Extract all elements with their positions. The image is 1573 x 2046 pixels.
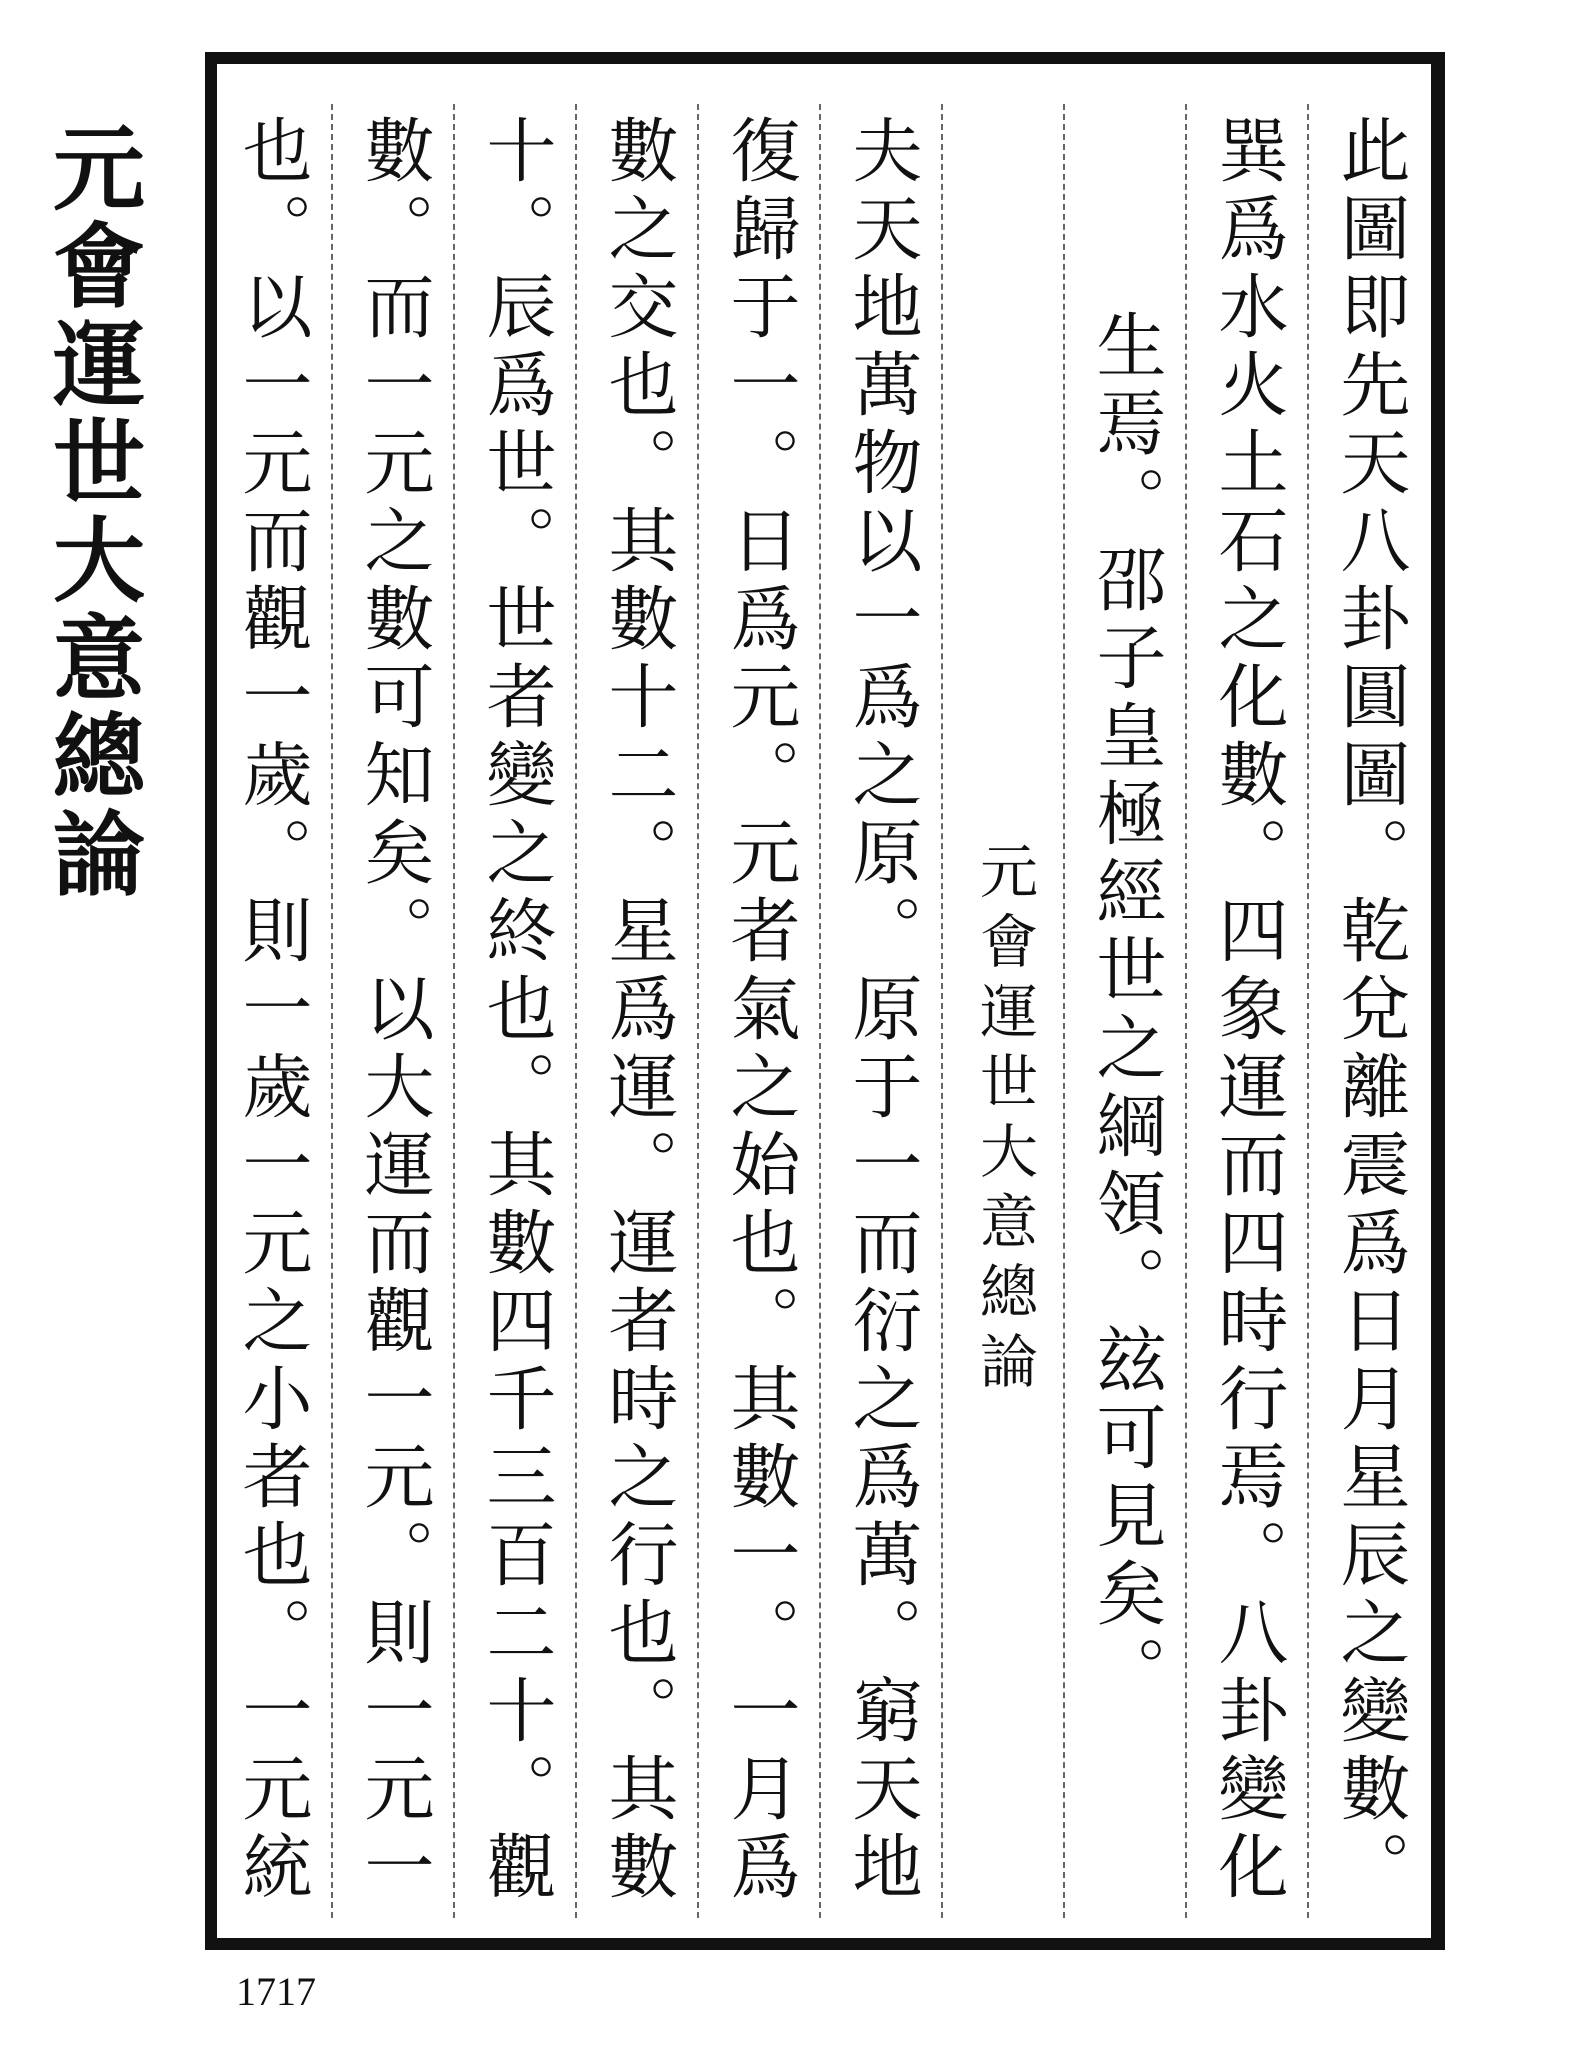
page-frame (205, 52, 1445, 1950)
margin-title: 元會運世大意總論 (38, 120, 146, 904)
page-number: 1717 (236, 1969, 316, 2014)
text-column-9: 數。而一元之數可知矣。以大運而觀一元。則一元一 (353, 114, 435, 1908)
text-column-1: 此圖即先天八卦圓圖。乾兌離震爲日月星辰之變數。 (1329, 114, 1411, 1908)
text-column-7: 數之交也。其數十二。星爲運。運者時之行也。其數 (597, 114, 679, 1908)
text-column-10: 也。以一元而觀一歲。則一歲一元之小者也。一元統 (231, 114, 313, 1908)
text-column-3: 生焉。邵子皇極經世之綱領。玆可見矣。 (1085, 309, 1167, 1713)
text-column-5: 夫天地萬物以一爲之原。原于一而衍之爲萬。窮天地 (841, 114, 923, 1908)
text-column-8: 十。辰爲世。世者變之終也。其數四千三百二十。觀 (475, 114, 557, 1908)
text-column-2: 巽爲水火土石之化數。四象運而四時行焉。八卦變化 (1207, 114, 1289, 1908)
text-columns (217, 104, 1431, 1918)
text-column-6: 復歸于一。日爲元。元者氣之始也。其數一。一月爲 (719, 114, 801, 1908)
section-title: 元會運世大意總論 (970, 841, 1038, 1401)
